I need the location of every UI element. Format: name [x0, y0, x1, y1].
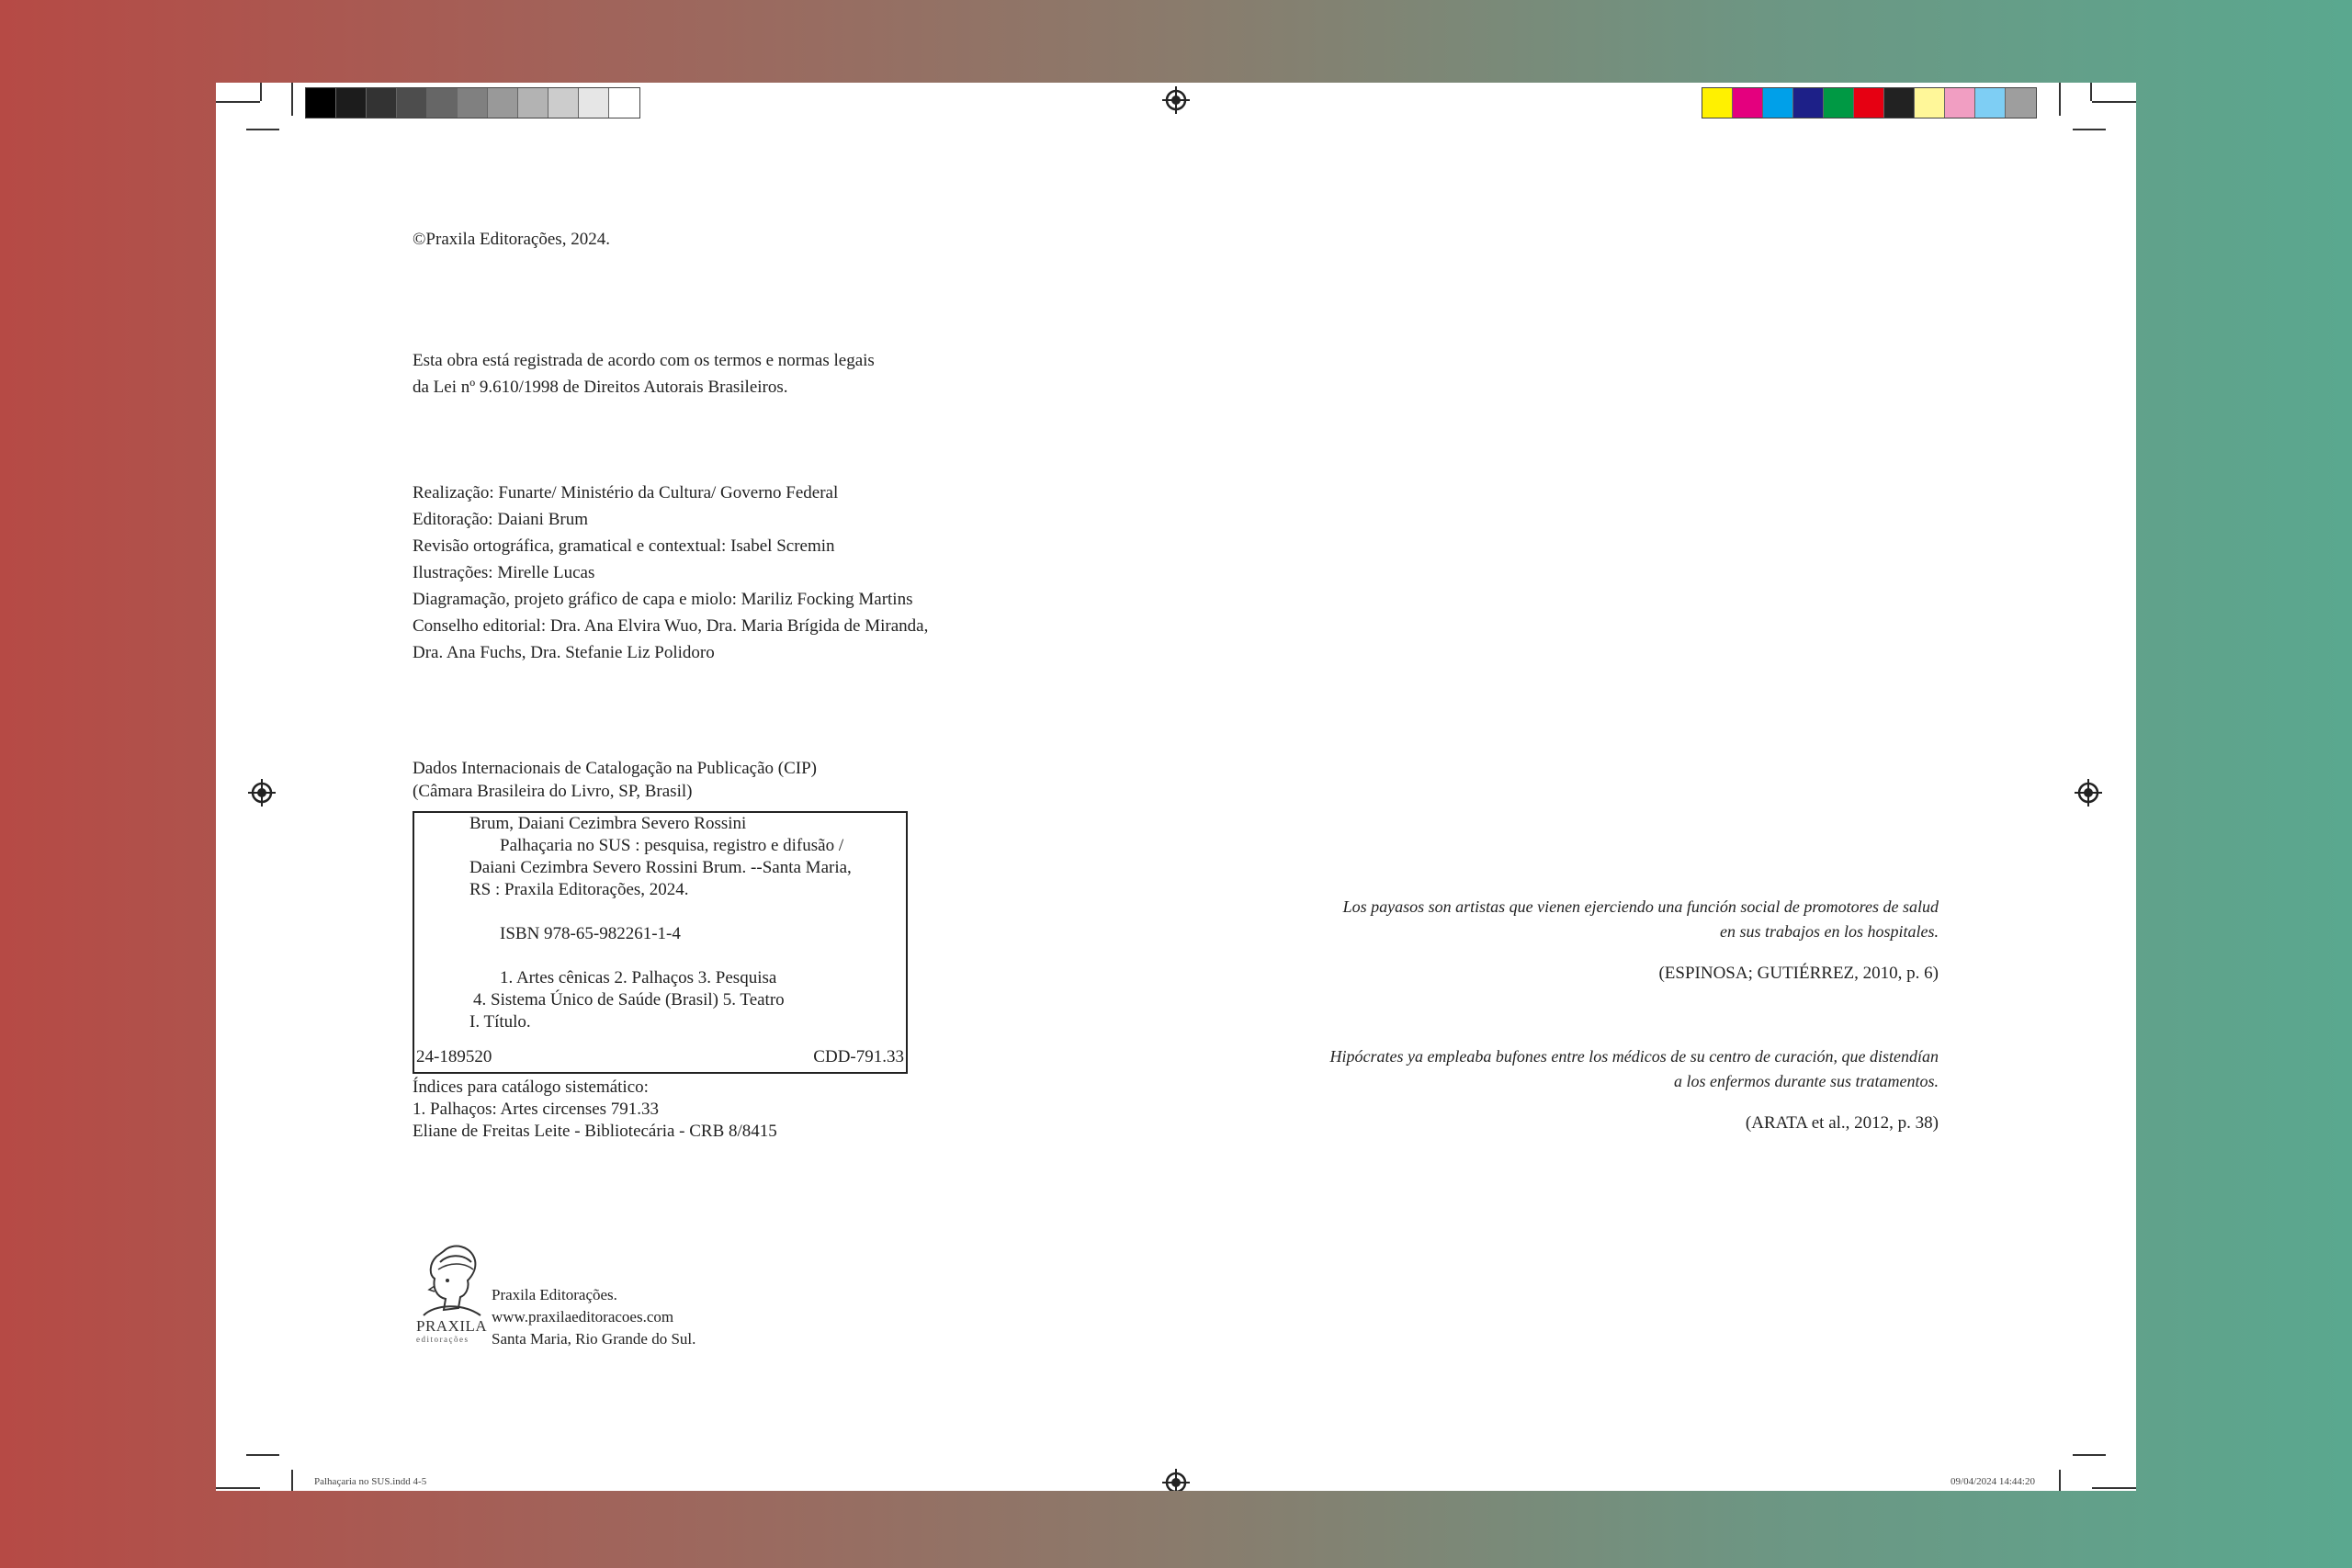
quote-line: Hipócrates ya empleaba bufones entre los médicos de su centro de curación, que distendían [1329, 1047, 1939, 1066]
registration-mark-icon [248, 779, 276, 807]
legal-notice [413, 347, 875, 400]
index-line: Eliane de Freitas Leite - Bibliotecária - CRB 8/8415 [413, 1122, 777, 1141]
credit-line: Realização: Funarte/ Ministério da Cultura/ Governo Federal [413, 483, 839, 502]
crop-mark [2092, 1487, 2136, 1489]
cip-subject-line: I. Título. [469, 1012, 531, 1032]
index-line: Índices para catálogo sistemático: [413, 1077, 649, 1097]
quote-line: Los payasos son artistas que vienen ejerciendo una función social de promotores de salud [1342, 897, 1939, 916]
color-swatch [458, 88, 488, 118]
color-swatch [1702, 88, 1733, 118]
crop-mark [2073, 1454, 2106, 1456]
color-swatch [1763, 88, 1793, 118]
slug-timestamp: 09/04/2024 14:44:20 [1951, 1476, 2035, 1487]
publisher-url[interactable]: www.praxilaeditoracoes.com [492, 1308, 674, 1325]
color-swatch [1884, 88, 1915, 118]
credit-line: Diagramação, projeto gráfico de capa e miolo: Mariliz Focking Martins [413, 590, 913, 609]
cip-header-line: (Câmara Brasileira do Livro, SP, Brasil) [413, 782, 693, 801]
crop-mark [2073, 129, 2106, 130]
legal-line: Esta obra está registrada de acordo com os termos e normas legais [413, 351, 875, 370]
color-bar [1702, 87, 2037, 118]
epigraph-quote [1343, 895, 1939, 944]
cip-title-line: Palhaçaria no SUS : pesquisa, registro e difusão / [500, 836, 844, 855]
cip-cdd: CDD-791.33 [813, 1047, 904, 1066]
catalog-index [413, 1077, 777, 1143]
color-swatch [397, 88, 427, 118]
quote-line: en sus trabajos en los hospitales. [1719, 922, 1939, 941]
color-swatch [427, 88, 458, 118]
color-swatch [1854, 88, 1884, 118]
color-swatch [336, 88, 367, 118]
index-line: 1. Palhaços: Artes circenses 791.33 [413, 1100, 660, 1119]
color-swatch [579, 88, 609, 118]
crop-mark [2092, 101, 2136, 103]
color-swatch [609, 88, 639, 118]
credit-line: Revisão ortográfica, gramatical e contextual: Isabel Scremin [413, 536, 835, 556]
crop-mark [216, 1487, 260, 1489]
cip-header-line: Dados Internacionais de Catalogação na Publicação (CIP) [413, 759, 818, 778]
credit-line: Dra. Ana Fuchs, Dra. Stefanie Liz Polidoro [413, 643, 715, 662]
epigraph-citation: (ESPINOSA; GUTIÉRREZ, 2010, p. 6) [1658, 964, 1939, 983]
registration-mark-icon [2075, 779, 2102, 807]
cip-catalog-card [413, 811, 908, 1074]
color-swatch [1945, 88, 1975, 118]
crop-mark [260, 83, 262, 101]
cip-title-line: RS : Praxila Editorações, 2024. [469, 880, 689, 899]
color-swatch [1733, 88, 1763, 118]
color-swatch [1975, 88, 2006, 118]
credit-line: Ilustrações: Mirelle Lucas [413, 563, 595, 582]
color-swatch [1824, 88, 1854, 118]
crop-mark [291, 83, 293, 116]
cip-subject-line: 4. Sistema Único de Saúde (Brasil) 5. Teatro [473, 990, 785, 1010]
praxila-head-icon [416, 1242, 486, 1317]
publisher-line: Praxila Editorações. [492, 1286, 617, 1303]
crop-mark [246, 129, 279, 130]
logo-name: PRAXILA [416, 1317, 488, 1335]
credit-line: Editoração: Daiani Brum [413, 510, 588, 529]
crop-mark [2090, 83, 2092, 101]
crop-mark [291, 1470, 293, 1491]
copyright-line: ©Praxila Editorações, 2024. [413, 230, 610, 249]
epigraph-quote [1329, 1044, 1939, 1094]
grayscale-bar [305, 87, 640, 118]
cip-subject-line: 1. Artes cênicas 2. Palhaços 3. Pesquisa [500, 968, 777, 987]
color-swatch [488, 88, 518, 118]
epigraph-citation: (ARATA et al., 2012, p. 38) [1745, 1113, 1939, 1133]
cip-title-line: Daiani Cezimbra Severo Rossini Brum. --Santa Maria, [469, 858, 852, 877]
cip-number: 24-189520 [416, 1047, 492, 1066]
color-swatch [1915, 88, 1945, 118]
color-swatch [1793, 88, 1824, 118]
crop-mark [2059, 1470, 2061, 1491]
cip-header [413, 757, 817, 803]
quote-line: a los enfermos durante sus tratamentos. [1674, 1072, 1939, 1090]
registration-mark-icon [1162, 1469, 1190, 1491]
color-swatch [2006, 88, 2036, 118]
book-spread [216, 83, 2136, 1491]
crop-mark [2059, 83, 2061, 116]
cip-author: Brum, Daiani Cezimbra Severo Rossini [469, 814, 747, 833]
publisher-info [492, 1284, 695, 1350]
slug-filename: Palhaçaria no SUS.indd 4-5 [314, 1476, 427, 1487]
crop-mark [216, 101, 260, 103]
legal-line: da Lei nº 9.610/1998 de Direitos Autorais Brasileiros. [413, 378, 788, 397]
color-swatch [518, 88, 548, 118]
logo-subtitle: editorações [416, 1335, 469, 1344]
color-swatch [548, 88, 579, 118]
registration-mark-icon [1162, 86, 1190, 114]
credits-block [413, 479, 928, 666]
publisher-logo [416, 1242, 486, 1345]
credit-line: Conselho editorial: Dra. Ana Elvira Wuo, Dra. Maria Brígida de Miranda, [413, 616, 929, 636]
color-swatch [367, 88, 397, 118]
crop-mark [246, 1454, 279, 1456]
publisher-line: Santa Maria, Rio Grande do Sul. [492, 1330, 696, 1348]
cip-isbn: ISBN 978-65-982261-1-4 [500, 924, 681, 943]
color-swatch [306, 88, 336, 118]
